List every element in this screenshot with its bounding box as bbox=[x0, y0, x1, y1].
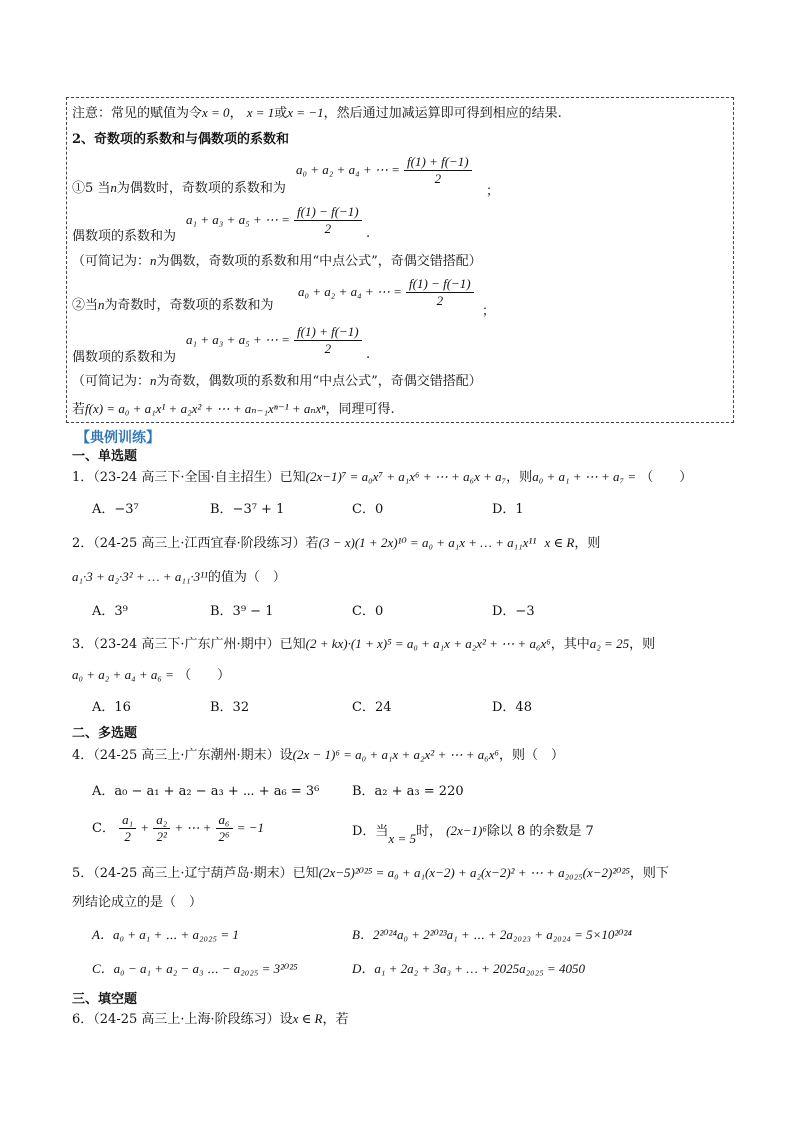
question-1: 1．（23-24 高三下·全国·自主招生）已知(2x−1)⁷ = a₀x⁷ + a₁x⁶ + ⋯ + a₆x + a₇，则a₀ + a₁ + ⋯ + a₇ = （ ） bbox=[72, 469, 693, 485]
item2-odd-formula: a₀ + a₂ + a₄ + ⋯ = $\frac{f(1) - f(-1)}{2}$ bbox=[298, 276, 474, 309]
q1-option-d[interactable]: D．1 bbox=[492, 502, 524, 517]
memo-1: （可简记为：n为偶数，奇数项的系数和用“中点公式”，奇偶交错搭配） bbox=[72, 253, 482, 269]
question-5-line-2: 列结论成立的是（ ） bbox=[72, 895, 203, 910]
question-2: 2．（24-25 高三上·江西宜春·阶段练习）若(3 − x)(1 + 2x)¹⁰ = a₀ + a₁x + … + a₁₁x¹¹ x ∈ R，则 bbox=[72, 535, 601, 551]
item1-even-label: 偶数项的系数和为 bbox=[72, 229, 177, 244]
item1-text: ①5 当n为偶数时，奇数项的系数和为 bbox=[72, 180, 286, 196]
q4-option-c[interactable]: C． $\frac{\text{a₁}}{2}$ + $\frac{\text{a₂}}{\text{2²}}$ + ⋯ + $\frac{\text{a₆}}{\text{2⁶}}$ = −1 bbox=[92, 812, 265, 844]
question-4: 4．（24-25 高三上·广东潮州·期末）设(2x − 1)⁶ = a₀ + a₁x + a₂x² + ⋯ + a₆x⁶，则（ ） bbox=[72, 747, 565, 763]
question-3: 3．（23-24 高三下·广东广州·期中）已知(2 + kx)·(1 + x)⁵ = a₀ + a₁x + a₂x² + ⋯ + a₆x⁶，其中a₂ = 25，则 bbox=[72, 636, 656, 652]
q5-option-c[interactable]: C．a₀ − a₁ + a₂ − a₃ ⋯ − a₂₀₂₅ = 3²⁰²⁵ bbox=[92, 961, 298, 976]
question-5: 5．（24-25 高三上·辽宁葫芦岛·期末）已知(2x−5)²⁰²⁵ = a₀ + a₁(x−2) + a₂(x−2)² + ⋯ + a₂₀₂₅(x−2)²⁰²⁵，则下 bbox=[72, 865, 669, 881]
q3-option-d[interactable]: D．48 bbox=[492, 700, 532, 715]
item1-even-formula: a₁ + a₃ + a₅ + ⋯ = $\frac{f(1) - f(-1)}{2}$ bbox=[186, 204, 362, 237]
q3-option-a[interactable]: A．16 bbox=[92, 700, 131, 715]
item1-odd-formula: a₀ + a₂ + a₄ + ⋯ = $\frac{f(1) + f(-1)}{2}$ bbox=[296, 154, 472, 187]
q1-option-a[interactable]: A．−3⁷ bbox=[92, 502, 139, 517]
q5-option-a[interactable]: A．a₀ + a₁ + ⋯ + a₂₀₂₅ = 1 bbox=[92, 927, 239, 942]
item1-semicolon: ； bbox=[486, 184, 500, 199]
q4-option-a[interactable]: A．a₀ − a₁ + a₂ − a₃ + ⋯ + a₆ = 3⁶ bbox=[92, 784, 320, 799]
note-line-1: 注意：常见的赋值为令x = 0， x = 1或x = −1，然后通过加减运算即可得到相应的结果. bbox=[72, 105, 562, 121]
q2-option-b[interactable]: B．3⁹ − 1 bbox=[210, 604, 274, 619]
memo-2: （可简记为：n为奇数，偶数项的系数和用“中点公式”，奇偶交错搭配） bbox=[72, 373, 482, 389]
note-last-line: 若f(x) = a₀ + a₁x¹ + a₂x² + ⋯ + aₙ₋₁xⁿ⁻¹ + aₙxⁿ，同理可得. bbox=[72, 401, 395, 417]
q2-option-c[interactable]: C．0 bbox=[352, 604, 384, 619]
q2-option-d[interactable]: D．−3 bbox=[492, 604, 535, 619]
section-fill-blank: 三、填空题 bbox=[72, 992, 138, 1007]
section-single-choice: 一、单选题 bbox=[72, 449, 138, 464]
q1-option-c[interactable]: C．0 bbox=[352, 502, 384, 517]
q1-option-b[interactable]: B．−3⁷ + 1 bbox=[210, 502, 285, 517]
q3-option-c[interactable]: C．24 bbox=[352, 700, 392, 715]
question-6: 6．（24-25 高三上·上海·阶段练习）设x ∈ R，若 bbox=[72, 1011, 349, 1027]
item2-even-label: 偶数项的系数和为 bbox=[72, 350, 177, 365]
section-multi-choice: 二、多选题 bbox=[72, 726, 138, 741]
item2-text: ②当n为奇数时，奇数项的系数和为 bbox=[72, 297, 274, 313]
q4-option-b[interactable]: B．a₂ + a₃ = 220 bbox=[352, 784, 464, 799]
question-3-line-2: a₀ + a₂ + a₄ + a₆ = （ ） bbox=[72, 667, 231, 683]
q5-option-d[interactable]: D．a₁ + 2a₂ + 3a₃ + … + 2025a₂₀₂₅ = 4050 bbox=[352, 961, 585, 976]
item2-even-formula: a₁ + a₃ + a₅ + ⋯ = $\frac{f(1) + f(-1)}{2}$ bbox=[186, 324, 362, 357]
item2-semicolon: ； bbox=[482, 304, 496, 319]
q3-option-b[interactable]: B．32 bbox=[210, 700, 250, 715]
note-heading-2: 2、奇数项的系数和与偶数项的系数和 bbox=[72, 132, 290, 147]
q5-option-b[interactable]: B．2²⁰²⁴a₀ + 2²⁰²³a₁ + ⋯ + 2a₂₀₂₃ + a₂₀₂₄ = 5×10²⁰²⁴ bbox=[352, 927, 632, 942]
examples-title: 【典例训练】 bbox=[76, 430, 160, 446]
item2-period: . bbox=[366, 347, 371, 362]
q4-option-d[interactable]: D．当x = 5时， (2x−1)⁶除以 8 的余数是 7 bbox=[352, 823, 594, 846]
question-2-line-2: a₁·3 + a₂·3² + … + a₁₁·3¹¹的值为（ ） bbox=[72, 569, 286, 585]
item1-period: . bbox=[366, 226, 371, 241]
q2-option-a[interactable]: A．3⁹ bbox=[92, 604, 128, 619]
